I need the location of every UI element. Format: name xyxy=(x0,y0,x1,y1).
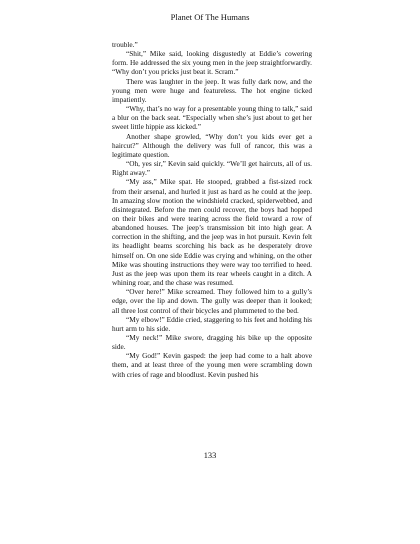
paragraph: Another shape growled, “Why don’t you kids ever get a haircut?” Although the delivery was full of rancor, this was a legitimate question. xyxy=(112,131,312,159)
paragraph: “My God!” Kevin gasped: the jeep had come to a halt above them, and at least three of the young men were scrambling down with cries of rage and bloodlust. Kevin pushed his xyxy=(112,351,312,379)
paragraph: “My ass,” Mike spat. He stooped, grabbed a fist-sized rock from their arsenal, and hurled it just as hard as he could at the jeep. In amazing slow motion the windshield cracked, spiderwebbed, and disintegrated. Before the men could recover, the boys had hopped on their bikes and were tearing across the field toward a row of abandoned houses. The jeep’s transmission bit into high gear. A correction in the shifting, and the jeep was in hot pursuit. Kevin felt its headlight beams scorching his back as he desperately drove himself on. On one side Eddie was crying and whining, on the other Mike was shouting instructions they were way too terrified to heed. Just as the jeep was upon them its rear wheels caught in a ditch. A whining roar, and the chase was resumed. xyxy=(112,177,312,288)
paragraph: trouble.” xyxy=(112,40,138,49)
paragraph: There was laughter in the jeep. It was fully dark now, and the young men were huge and featureless. The hot engine ticked impatiently. xyxy=(112,76,312,104)
paragraph: “Shit,” Mike said, looking disgustedly at Eddie’s cowering form. He addressed the six young men in the jeep straightforwardly. “Why don’t you pricks just beat it. Scram.” xyxy=(112,49,312,77)
body-text xyxy=(112,40,312,379)
paragraph: “Over here!” Mike screamed. They followed him to a gully’s edge, over the lip and down. The gully was deeper than it looked; all three lost control of their bicycles and plummeted to the bed. xyxy=(112,287,312,315)
paragraph: “My neck!” Mike swore, dragging his bike up the opposite side. xyxy=(112,333,312,352)
running-head: Planet Of The Humans xyxy=(170,12,250,22)
paragraph: “Oh, yes sir,” Kevin said quickly. “We’ll get haircuts, all of us. Right away.” xyxy=(112,159,312,178)
paragraph: “Why, that’s no way for a presentable young thing to talk,” said a blur on the back seat. “Especially when she’s just about to get her sweet little hippie ass kicked.” xyxy=(112,104,312,132)
page-number: 133 xyxy=(203,451,217,460)
paragraph: “My elbow!” Eddie cried, staggering to his feet and holding his hurt arm to his side. xyxy=(112,314,312,333)
